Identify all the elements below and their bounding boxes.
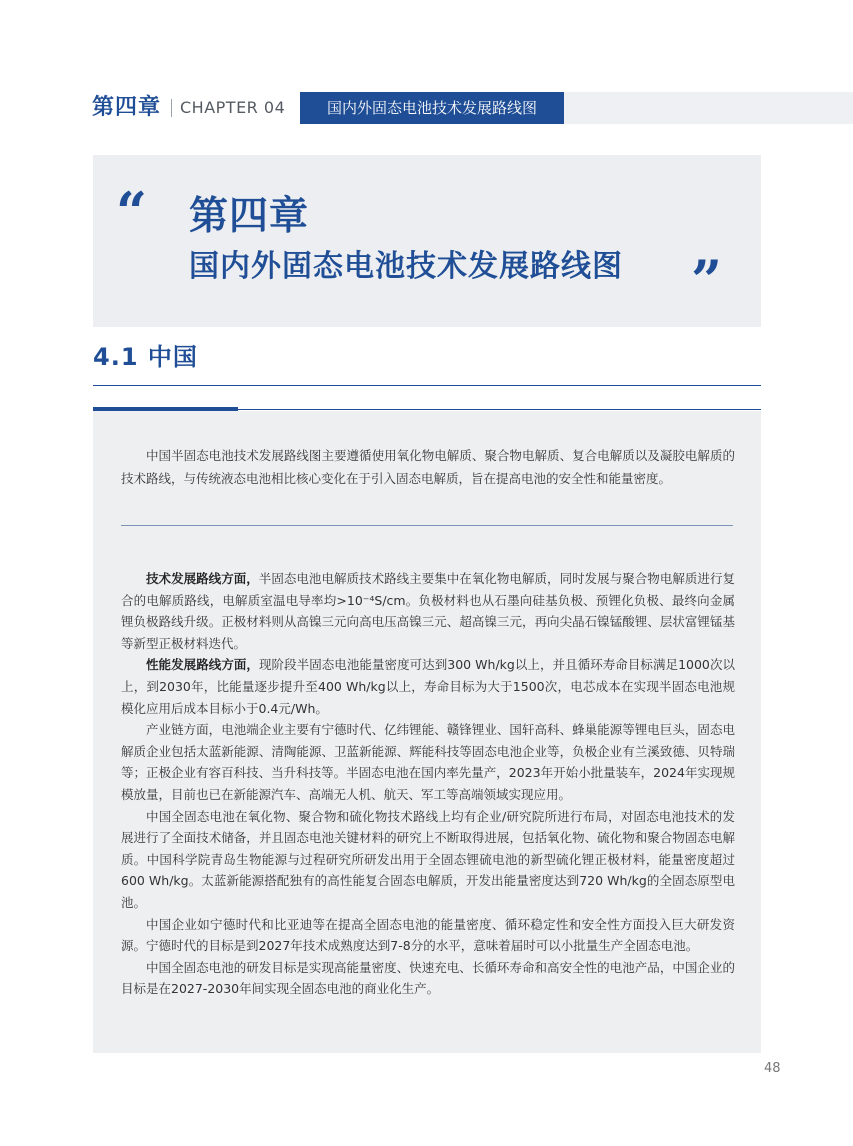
header-chapter-title: 国内外固态电池技术发展路线图	[300, 92, 564, 124]
page-number: 48	[764, 1061, 781, 1076]
paragraph-industry-chain	[121, 719, 735, 805]
paragraph-text: 中国全固态电池在氧化物、聚合物和硫化物技术路线上均有企业/研究院所进行布局，对固态电池技术的发展进行了全面技术储备，并且固态电池关键材料的研究上不断取得进展，包括氧化物、硫化物和聚合物固态电解质。中国科学院青岛生物能源与过程研究所研发出用于全固态锂硫电池的新型硫化锂正极材料，能量密度超过600 Wh/kg。太蓝新能源搭配独有的高性能复合固态电解质，开发出能量密度达到720 Wh/kg的全固态原型电池。	[121, 808, 735, 910]
header-chapter-english: CHAPTER 04	[180, 98, 286, 117]
paragraph-lead: 性能发展路线方面，	[146, 657, 259, 673]
paragraph-rd-goals	[121, 957, 735, 1000]
paragraph-text: 产业链方面，电池端企业主要有宁德时代、亿纬锂能、赣锋锂业、国轩高科、蜂巢能源等锂电巨头，固态电解质企业包括太蓝新能源、清陶能源、卫蓝新能源、辉能科技等固态电池企业等，负极企业有兰溪致德、贝特瑞等；正极企业有容百科技、当升科技等。半固态电池在国内率先量产，2023年开始小批量装车，2024年实现规模放量，目前也已在新能源汽车、高端无人机、航天、军工等高端领域实现应用。	[121, 722, 735, 802]
content-divider	[121, 525, 733, 526]
close-quote-icon: ”	[691, 248, 723, 312]
chapter-title: 第四章	[189, 194, 310, 239]
chapter-title-banner	[93, 155, 761, 327]
paragraph-enterprise-investment	[121, 914, 735, 957]
paragraph-text: 中国全固态电池的研发目标是实现高能量密度、快速充电、长循环寿命和高安全性的电池产品，中国企业的目标是在2027-2030年间实现全固态电池的商业化生产。	[121, 959, 735, 997]
section-underline	[238, 409, 761, 410]
paragraph-performance-route	[121, 654, 735, 719]
content-box	[93, 411, 761, 1053]
paragraph-text: 现阶段半固态电池能量密度可达到300 Wh/kg以上，并且循环寿命目标满足1000次以上，到2030年，比能量逐步提升至400 Wh/kg以上，寿命目标为大于1500次，电芯成本在实现半固态电池规模化应用后成本目标小于0.4元/Wh。	[121, 657, 735, 716]
paragraph-text: 半固态电池电解质技术路线主要集中在氧化物电解质，同时发展与聚合物电解质进行复合的电解质路线，电解质室温电导率均>10⁻⁴S/cm。负极材料也从石墨向硅基负极、预锂化负极、最终向金属锂负极路线升级。正极材料则从高镍三元向高电压高镍三元、超高镍三元，再向尖晶石镍锰酸锂、层状富锂锰基等新型正极材料迭代。	[121, 571, 735, 651]
section-heading: 4.1 中国	[93, 343, 198, 371]
page-header	[0, 92, 853, 124]
paragraph-solid-state-research	[121, 806, 735, 914]
paragraph-lead: 技术发展路线方面，	[146, 571, 259, 586]
section-rule	[93, 385, 761, 386]
header-separator	[171, 99, 172, 117]
paragraph-text: 中国企业如宁德时代和比亚迪等在提高全固态电池的能量密度、循环稳定性和安全性方面投入巨大研发资源。宁德时代的目标是到2027年技术成熟度达到7-8分的水平，意味着届时可以小批量生产全固态电池。	[121, 916, 735, 954]
body-text	[121, 568, 735, 1000]
intro-paragraph: 中国半固态电池技术发展路线图主要遵循使用氧化物电解质、聚合物电解质、复合电解质以及凝胶电解质的技术路线，与传统液态电池相比核心变化在于引入固态电解质，旨在提高电池的安全性和能量密度。	[121, 448, 735, 486]
chapter-subtitle: 国内外固态电池技术发展路线图	[189, 249, 623, 284]
header-chapter-label: 第四章	[92, 95, 162, 120]
paragraph-tech-route	[121, 568, 735, 654]
open-quote-icon: “	[116, 180, 148, 244]
